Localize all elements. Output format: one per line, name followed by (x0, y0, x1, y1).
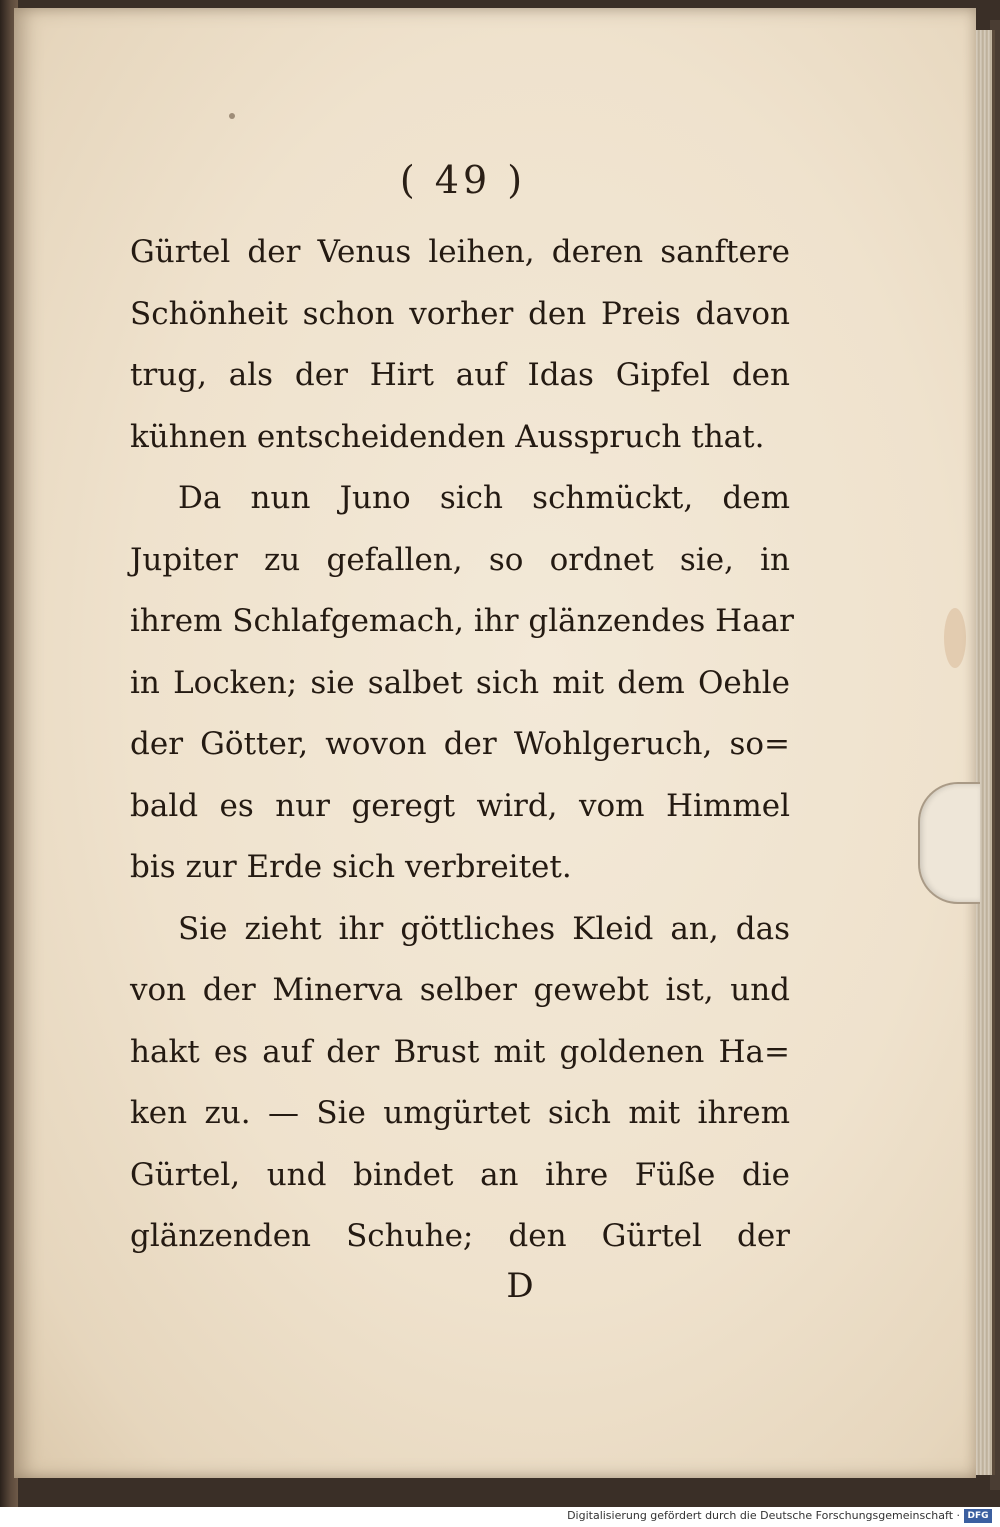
paper-stain (944, 608, 966, 668)
thumb-holder (918, 782, 980, 904)
text-line: ken zu. — Sie umgürtet sich mit ihrem (130, 1095, 790, 1131)
text-line: kühnen entscheidenden Ausspruch that. (130, 418, 765, 455)
text-line: bald es nur geregt wird, vom Himmel (130, 787, 790, 824)
text-line: Gürtel, und bindet an ihre Füße die (130, 1156, 790, 1193)
text-line: Schönheit schon vorher den Preis davon (130, 295, 790, 332)
text-line: bis zur Erde sich verbreitet. (130, 849, 572, 885)
catchword: D (506, 1266, 534, 1306)
text-line: ihrem Schlafgemach, ihr glänzendes Haar (130, 603, 795, 639)
footer-credit: Digitalisierung gefördert durch die Deutsche Forschungsgemeinschaft · (567, 1509, 960, 1522)
text-line: der Götter, wovon der Wohlgeruch, so= (130, 726, 790, 762)
paper-speck (229, 113, 235, 119)
body-text (130, 222, 795, 1268)
text-line: glänzenden Schuhe; den Gürtel der (130, 1218, 790, 1254)
text-line: hakt es auf der Brust mit goldenen Ha= (130, 1033, 790, 1070)
text-line: Sie zieht ihr göttliches Kleid an, das (178, 910, 790, 947)
text-line: Jupiter zu gefallen, so ordnet sie, in (130, 541, 790, 578)
page-number: ( 49 ) (399, 158, 527, 202)
dfg-logo: DFG (964, 1509, 992, 1523)
text-line: Da nun Juno sich schmückt, dem (178, 480, 790, 516)
text-line: Gürtel der Venus leihen, deren sanftere (130, 234, 790, 270)
text-line: in Locken; sie salbet sich mit dem Oehle (130, 664, 790, 701)
text-line: von der Minerva selber gewebt ist, und (130, 972, 790, 1008)
text-line: trug, als der Hirt auf Idas Gipfel den (130, 357, 790, 393)
